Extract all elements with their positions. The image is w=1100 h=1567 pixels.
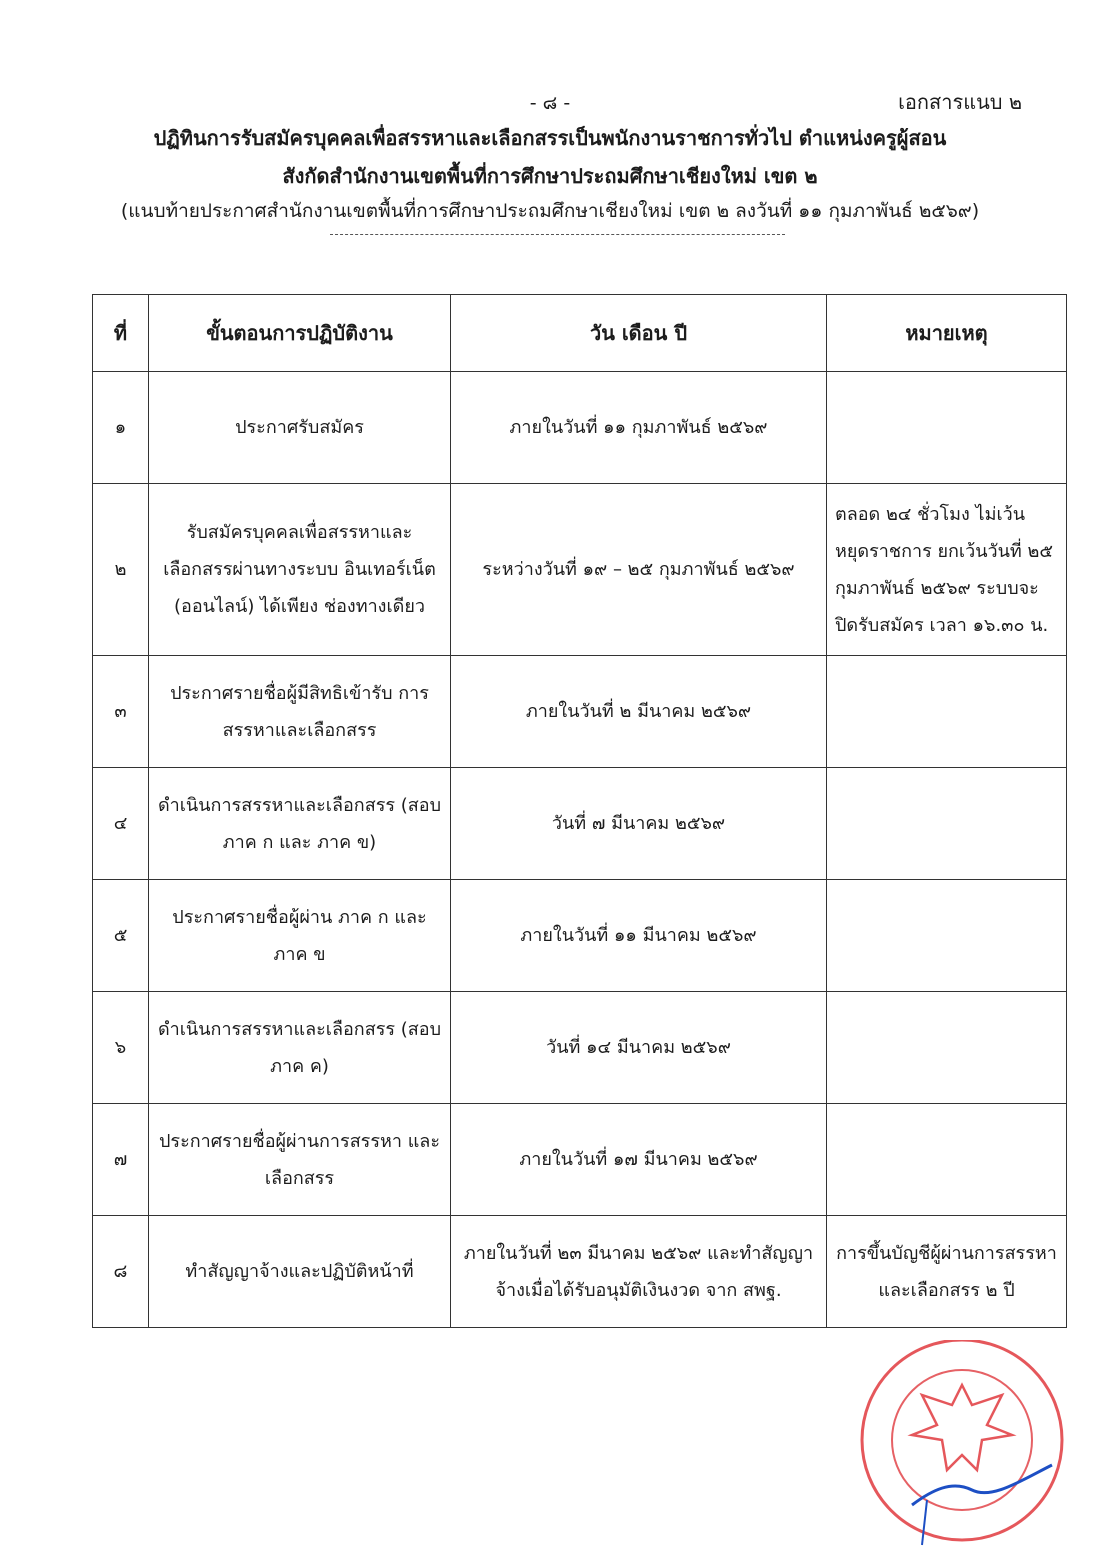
step-cell: ประกาศรายชื่อผู้ผ่าน ภาค ก และ ภาค ข (149, 880, 451, 992)
date-cell: ภายในวันที่ ๑๑ กุมภาพันธ์ ๒๕๖๙ (451, 372, 827, 484)
date-cell: ภายในวันที่ ๑๗ มีนาคม ๒๕๖๙ (451, 1104, 827, 1216)
row-number: ๓ (93, 656, 149, 768)
row-number: ๒ (93, 484, 149, 656)
column-header-no: ที่ (93, 295, 149, 372)
garuda-seal-icon (852, 1340, 1072, 1550)
document-subtitle: สังกัดสำนักงานเขตพื้นที่การศึกษาประถมศึกษาเชียงใหม่ เขต ๒ (282, 164, 818, 188)
row-number: ๔ (93, 768, 149, 880)
table-row (93, 1216, 1067, 1328)
note-cell (827, 1104, 1067, 1216)
step-cell: ดำเนินการสรรหาและเลือกสรร (สอบ ภาค ค) (149, 992, 451, 1104)
document-title: ปฏิทินการรับสมัครบุคคลเพื่อสรรหาและเลือกสรรเป็นพนักงานราชการทั่วไป ตำแหน่งครูผู้สอน (153, 126, 947, 150)
row-number: ๘ (93, 1216, 149, 1328)
step-cell: ทำสัญญาจ้างและปฏิบัติหน้าที่ (149, 1216, 451, 1328)
row-number: ๖ (93, 992, 149, 1104)
note-cell (827, 656, 1067, 768)
date-cell: ภายในวันที่ ๒ มีนาคม ๒๕๖๙ (451, 656, 827, 768)
step-cell: ดำเนินการสรรหาและเลือกสรร (สอบ ภาค ก และ ภาค ข) (149, 768, 451, 880)
document-reference: (แนบท้ายประกาศสำนักงานเขตพื้นที่การศึกษาประถมศึกษาเชียงใหม่ เขต ๒ ลงวันที่ ๑๑ กุมภาพันธ์ ๒๕๖๙) (120, 200, 980, 222)
step-cell: ประกาศรายชื่อผู้ผ่านการสรรหา และเลือกสรร (149, 1104, 451, 1216)
table-header-row (93, 295, 1067, 372)
date-cell: ระหว่างวันที่ ๑๙ – ๒๕ กุมภาพันธ์ ๒๕๖๙ (451, 484, 827, 656)
column-header-note: หมายเหตุ (827, 295, 1067, 372)
attachment-label: เอกสารแนบ ๒ (898, 90, 1022, 114)
table-row (93, 880, 1067, 992)
row-number: ๗ (93, 1104, 149, 1216)
row-number: ๕ (93, 880, 149, 992)
schedule-table (92, 294, 1067, 1328)
row-number: ๑ (93, 372, 149, 484)
divider (330, 234, 785, 235)
page-number: - ๘ - (529, 92, 571, 114)
note-cell (827, 372, 1067, 484)
date-cell: ภายในวันที่ ๑๑ มีนาคม ๒๕๖๙ (451, 880, 827, 992)
table-row (93, 768, 1067, 880)
date-cell: วันที่ ๑๔ มีนาคม ๒๕๖๙ (451, 992, 827, 1104)
date-cell: วันที่ ๗ มีนาคม ๒๕๖๙ (451, 768, 827, 880)
note-cell: การขึ้นบัญชีผู้ผ่านการสรรหา และเลือกสรร ๒ ปี (827, 1216, 1067, 1328)
column-header-date: วัน เดือน ปี (451, 295, 827, 372)
column-header-step: ขั้นตอนการปฏิบัติงาน (149, 295, 451, 372)
note-cell: ตลอด ๒๔ ชั่วโมง ไม่เว้นหยุดราชการ ยกเว้นวันที่ ๒๕ กุมภาพันธ์ ๒๕๖๙ ระบบจะปิดรับสมัคร เวลา ๑๖.๓๐ น. (827, 484, 1067, 656)
date-cell: ภายในวันที่ ๒๓ มีนาคม ๒๕๖๙ และทำสัญญาจ้างเมื่อได้รับอนุมัติเงินงวด จาก สพฐ. (451, 1216, 827, 1328)
note-cell (827, 768, 1067, 880)
step-cell: ประกาศรายชื่อผู้มีสิทธิเข้ารับ การสรรหาและเลือกสรร (149, 656, 451, 768)
note-cell (827, 880, 1067, 992)
table-row (93, 1104, 1067, 1216)
table-row (93, 484, 1067, 656)
step-cell: รับสมัครบุคคลเพื่อสรรหาและ เลือกสรรผ่านทางระบบ อินเทอร์เน็ต (ออนไลน์) ได้เพียง ช่องทางเดียว (149, 484, 451, 656)
table-row (93, 992, 1067, 1104)
table-row (93, 656, 1067, 768)
note-cell (827, 992, 1067, 1104)
step-cell: ประกาศรับสมัคร (149, 372, 451, 484)
table-row (93, 372, 1067, 484)
